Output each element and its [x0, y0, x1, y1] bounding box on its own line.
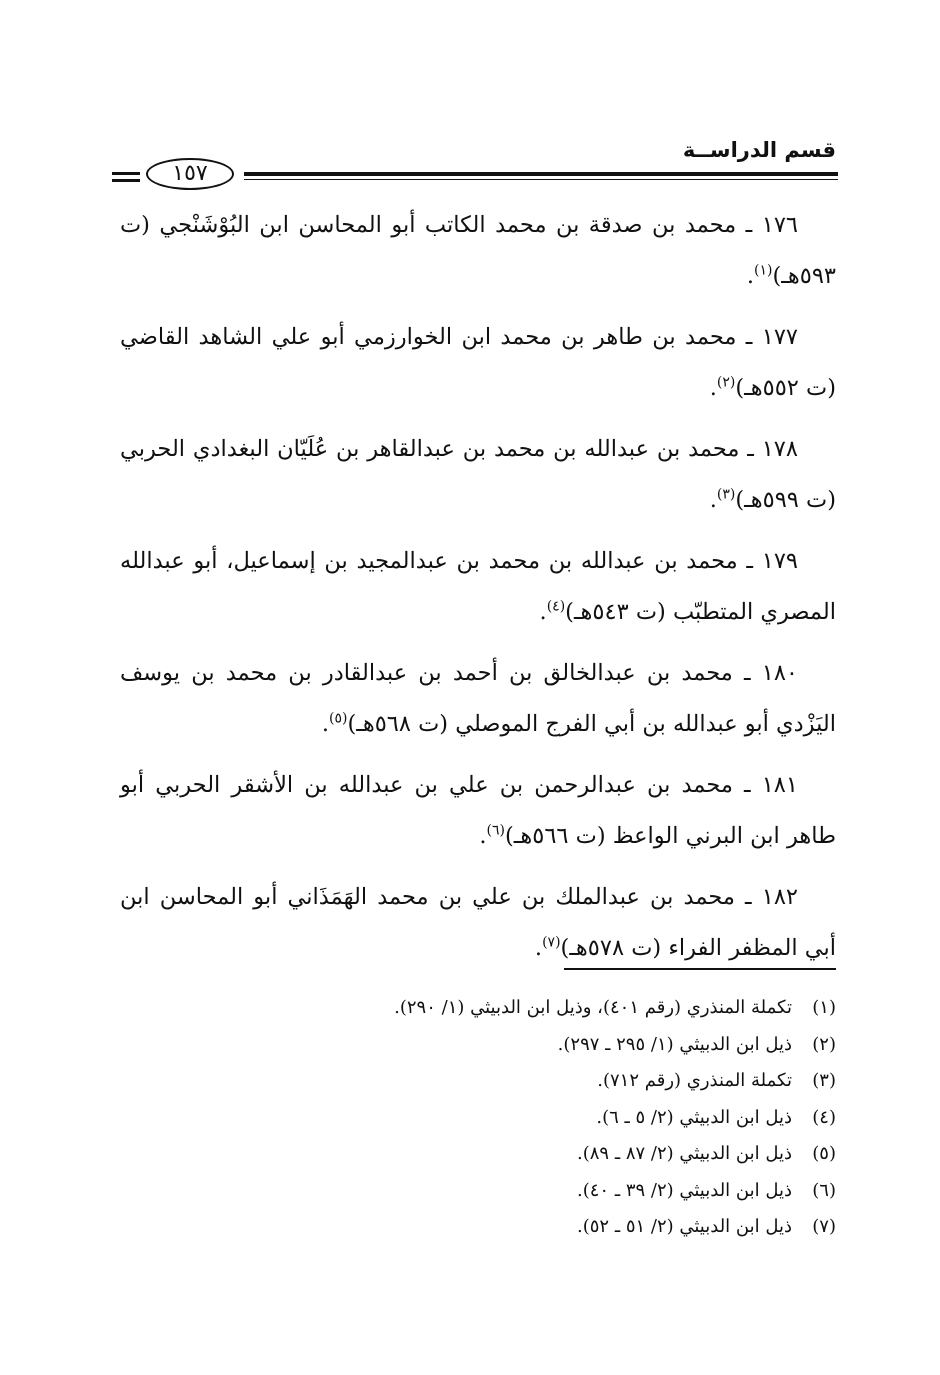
header-rule-thin — [244, 179, 838, 180]
footnote-item — [120, 1063, 836, 1100]
entry-number: ١٨١ — [761, 772, 798, 798]
footnote-number: (٦) — [812, 1179, 836, 1201]
entry-number: ١٨٠ — [761, 660, 798, 686]
header-rule-left-top — [112, 172, 140, 175]
footnote-item — [120, 1209, 836, 1246]
entry-text: محمد بن عبدالملك بن علي بن محمد الهَمَذَاني أبو المحاسن ابن أبي المظفر الفراء (ت ٥٧٨هـ) — [120, 884, 836, 961]
footnote-text: ذيل ابن الدبيثي (٢/ ٥١ ـ ٥٢). — [577, 1216, 792, 1237]
entry-176: ١٧٦ ـ محمد بن صدقة بن محمد الكاتب أبو المحاسن ابن البُوْشَنْجي (ت ٥٩٣هـ)$^{(١)}$. — [120, 212, 836, 289]
footnote-ref: (١) — [754, 262, 773, 279]
footnote-number: (٥) — [812, 1143, 836, 1164]
entry-178: ١٧٨ ـ محمد بن عبدالله بن محمد بن عبدالقاهر بن عُلَيّان البغدادي الحربي (ت ٥٩٩هـ)$^{(٣)}$. — [120, 436, 836, 513]
entry-text: محمد بن طاهر بن محمد ابن الخوارزمي أبو علي الشاهد القاضي (ت ٥٥٢هـ) — [120, 324, 836, 401]
page-number: ١٥٧ — [146, 158, 234, 190]
footnote-item — [120, 1173, 836, 1210]
entry-number: ١٧٦ — [761, 212, 798, 238]
footnote-item — [120, 1136, 836, 1173]
footnote-ref: (٦) — [486, 822, 505, 839]
footnote-ref: (٥) — [328, 710, 348, 727]
footnote-ref: (٣) — [716, 486, 736, 503]
entry-text: محمد بن عبدالله بن محمد بن عبدالمجيد بن إسماعيل، أبو عبدالله المصري المتطبّب (ت ٥٤٣هـ) — [120, 548, 836, 625]
header-rule-left-bottom — [112, 179, 140, 182]
footnote-text: ذيل ابن الدبيثي (١/ ٢٩٥ ـ ٢٩٧). — [557, 1033, 792, 1055]
entry-179: ١٧٩ ـ محمد بن عبدالله بن محمد بن عبدالمجيد بن إسماعيل، أبو عبدالله المصري المتطبّب (ت ٥٤٣هـ)$^{(٤)}$. — [120, 548, 836, 625]
footnote-text: تكملة المنذري (رقم ٤٠١)، وذيل ابن الدبيثي (١/ ٢٩٠). — [394, 997, 792, 1018]
footnote-text: تكملة المنذري (رقم ٧١٢). — [597, 1070, 792, 1091]
footnote-ref: (٧) — [542, 934, 561, 951]
header-rule-thick — [244, 172, 838, 176]
entry-177: ١٧٧ ـ محمد بن طاهر بن محمد ابن الخوارزمي أبو علي الشاهد القاضي (ت ٥٥٢هـ)$^{(٢)}$. — [120, 324, 836, 401]
running-header-title: قسم الدراســة — [682, 138, 836, 162]
entry-text: محمد بن صدقة بن محمد الكاتب أبو المحاسن ابن البُوْشَنْجي (ت ٥٩٣هـ) — [120, 212, 836, 289]
footnote-number: (٧) — [812, 1216, 836, 1237]
footnote-text: ذيل ابن الدبيثي (٢/ ٨٧ ـ ٨٩). — [577, 1143, 792, 1164]
footnote-item — [120, 1027, 836, 1064]
entry-number: ١٨٢ — [761, 884, 798, 910]
footnote-item — [120, 1100, 836, 1137]
entry-text: محمد بن عبدالله بن محمد بن عبدالقاهر بن عُلَيّان البغدادي الحربي (ت ٥٩٩هـ) — [120, 436, 836, 513]
entry-number: ١٧٧ — [761, 324, 798, 350]
entries-list — [120, 200, 836, 984]
entry-number: ١٧٩ — [761, 548, 798, 574]
entry-text: محمد بن عبدالرحمن بن علي بن عبدالله بن الأشقر الحربي أبو طاهر ابن البرني الواعظ (ت ٥٦٦هـ) — [120, 772, 836, 849]
footnote-text: ذيل ابن الدبيثي (٢/ ٣٩ ـ ٤٠). — [577, 1179, 792, 1201]
entry-text: محمد بن عبدالخالق بن أحمد بن عبدالقادر بن محمد بن يوسف اليَزْدي أبو عبدالله بن أبي الفرج الموصلي (ت ٥٦٨هـ) — [120, 660, 836, 737]
footnote-item — [120, 990, 836, 1027]
footnote-separator — [564, 968, 836, 970]
entry-182: ١٨٢ ـ محمد بن عبدالملك بن علي بن محمد الهَمَذَاني أبو المحاسن ابن أبي المظفر الفراء (ت ٥٧٨هـ)$^{(٧)}$. — [120, 884, 836, 961]
footnote-number: (١) — [812, 997, 836, 1018]
footnote-text: ذيل ابن الدبيثي (٢/ ٥ ـ ٦). — [596, 1106, 792, 1128]
footnote-ref: (٤) — [546, 598, 566, 615]
footnote-number: (٢) — [812, 1033, 836, 1055]
footnote-ref: (٢) — [716, 374, 736, 391]
footnote-number: (٤) — [812, 1106, 836, 1128]
footnotes-list — [120, 990, 836, 1246]
entry-number: ١٧٨ — [761, 436, 798, 462]
entry-180: ١٨٠ ـ محمد بن عبدالخالق بن أحمد بن عبدالقادر بن محمد بن يوسف اليَزْدي أبو عبدالله بن أبي الفرج الموصلي (ت ٥٦٨هـ)$^{(٥)}$. — [120, 660, 836, 737]
entry-181: ١٨١ ـ محمد بن عبدالرحمن بن علي بن عبدالله بن الأشقر الحربي أبو طاهر ابن البرني الواعظ (ت ٥٦٦هـ)$^{(٦)}$. — [120, 772, 836, 849]
footnote-number: (٣) — [812, 1070, 836, 1091]
